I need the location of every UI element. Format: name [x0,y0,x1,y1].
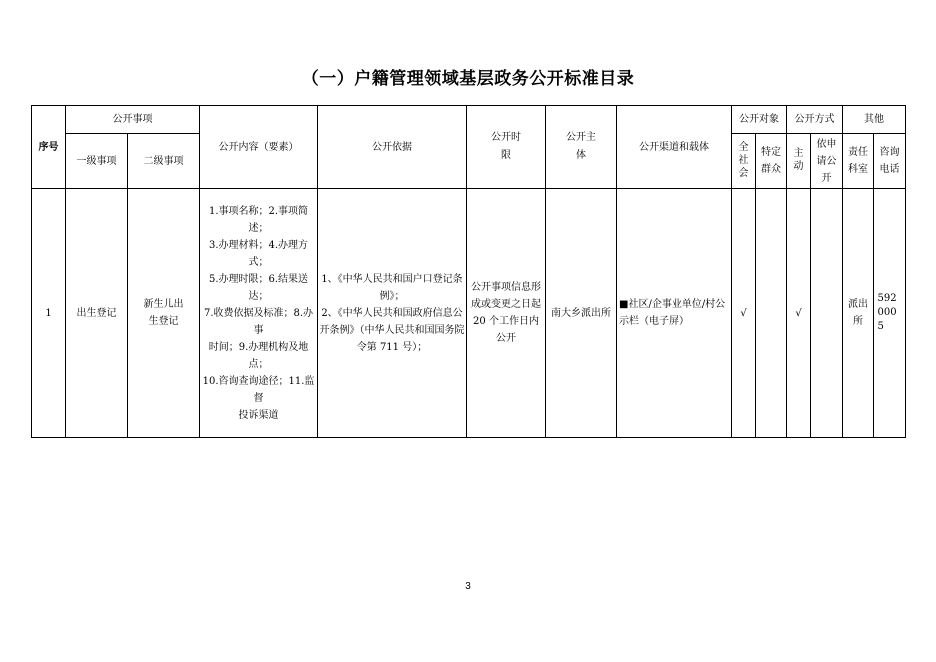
header-target-specific-label: 特定群众 [761,147,781,175]
header-method: 公开方式 [787,106,843,134]
header-channel: 公开渠道和载体 [617,106,732,189]
row-subject: 南大乡派出所 [546,189,617,438]
header-phone-label: 咨询电话 [879,147,900,175]
header-method-active-label: 主动 [793,148,804,172]
row-phone [874,189,906,438]
header-phone [874,134,906,189]
row-target-all: √ [732,189,756,438]
row-dept-text: 派出所 [848,299,868,327]
header-target-specific [756,134,787,189]
header-basis: 公开依据 [318,106,467,189]
content-line: 时间；9.办理机构及地点； [208,341,309,370]
header-time-limit [467,106,546,189]
row-time-limit-text: 公开事项信息形成或变更之日起 20 个工作日内公开 [471,282,541,344]
header-time-limit-label: 公开时限 [491,132,521,161]
header-method-apply-label: 依申请公开 [816,138,837,184]
content-line: 3.办理材料；4.办理方式； [208,239,309,268]
row-content [200,189,318,438]
header-target: 公开对象 [732,106,787,134]
header-target-all-label: 全社会 [738,141,749,179]
row-seq: 1 [32,189,66,438]
header-dept [843,134,874,189]
catalog-table [31,105,906,438]
basis-line: 1、《中华人民共和国户口登记条例》； [321,273,463,302]
header-dept-label: 责任科室 [848,147,868,175]
row-method-active: √ [787,189,811,438]
header-seq: 序号 [32,106,66,189]
row-time-limit [467,189,546,438]
header-target-all [732,134,756,189]
row-method-apply [811,189,843,438]
row-basis [318,189,467,438]
row-level2-label: 新生儿出生登记 [143,299,184,327]
row-channel [617,189,732,438]
content-line: 投诉渠道 [238,409,279,421]
row-channel-text: ■社区/企事业单位/村公示栏（电子屏） [619,299,726,327]
row-level2 [128,189,200,438]
header-public-item: 公开事项 [66,106,200,134]
header-other: 其他 [843,106,906,134]
content-line: 5.办理时限；6.结果送达； [208,273,309,302]
table-row [32,189,906,438]
page-number: 3 [465,581,471,592]
content-line: 10.咨询查询途径；11.监督 [202,375,315,404]
content-line: 1.事项名称；2.事项简述； [208,205,309,234]
content-line: 7.收费依据及标准；8.办事 [203,307,314,336]
row-target-specific [756,189,787,438]
header-subject [546,106,617,189]
basis-line: 2、《中华人民共和国政府信息公开条例》（中华人民共和国国务院令第 711 号）； [319,307,465,353]
row-level1: 出生登记 [66,189,128,438]
row-phone-text: 5920005 [877,292,897,332]
header-content: 公开内容（要素） [200,106,318,189]
header-level2: 二级事项 [128,134,200,189]
header-method-apply [811,134,843,189]
header-level1: 一级事项 [66,134,128,189]
row-dept [843,189,874,438]
header-method-active [787,134,811,189]
header-subject-label: 公开主体 [566,132,596,161]
page-title: （一）户籍管理领域基层政务公开标准目录 [301,69,635,89]
